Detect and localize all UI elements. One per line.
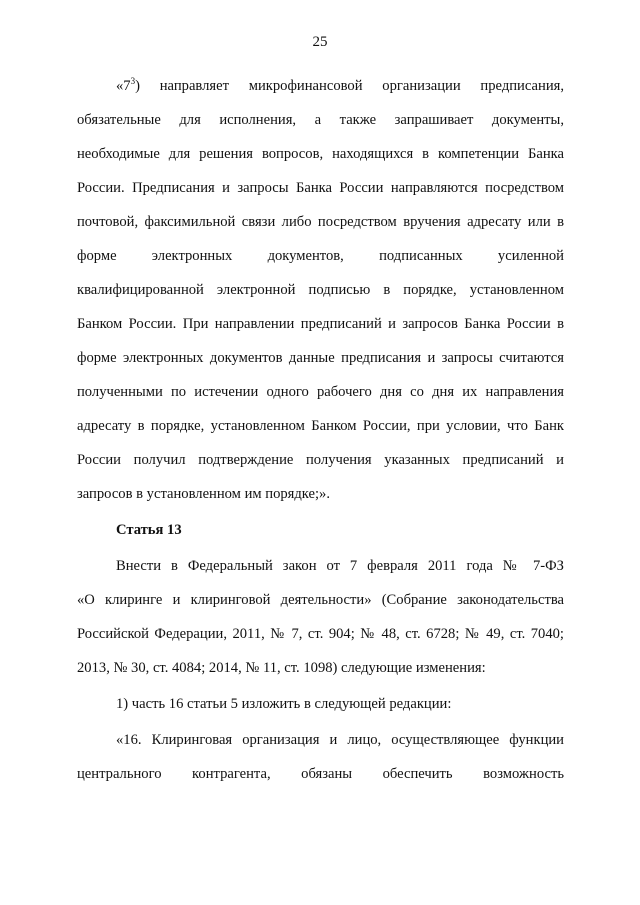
paragraph-line: форме электронных документов, подписанных усиленной xyxy=(77,248,564,264)
paragraph-line: полученными по истечении одного рабочего дня со дня их направления xyxy=(77,384,564,400)
part-16-line: «16. Клиринговая организация и лицо, осуществляющее функции xyxy=(116,732,564,748)
open-quote: «7 xyxy=(116,78,131,94)
amendment-item: 1) часть 16 статьи 5 изложить в следующей редакции: xyxy=(116,696,452,712)
paragraph-line: квалифицированной электронной подписью в порядке, установленном xyxy=(77,282,564,298)
paragraph-line: необходимые для решения вопросов, находящихся в компетенции Банка xyxy=(77,146,564,162)
paragraph-line: форме электронных документов данные предписания и запросы считаются xyxy=(77,350,564,366)
paragraph-line: адресату в порядке, установленном Банком России, при условии, что Банк xyxy=(77,418,564,434)
article-line: «О клиринге и клиринговой деятельности» (Собрание законодательства xyxy=(77,592,564,608)
superscript-number: 3 xyxy=(130,76,136,86)
part-16-line: центрального контрагента, обязаны обеспечить возможность xyxy=(77,766,564,782)
article-line: Внести в Федеральный закон от 7 февраля 2011 года № 7-ФЗ xyxy=(116,558,564,574)
paragraph-line: запросов в установленном им порядке;». xyxy=(77,486,331,502)
paragraph-line: России получил подтверждение получения указанных предписаний и xyxy=(77,452,564,468)
paragraph-line: обязательные для исполнения, а также запрашивает документы, xyxy=(77,112,564,128)
paragraph-line: почтовой, факсимильной связи либо посредством вручения адресату или в xyxy=(77,214,564,230)
page-number: 25 xyxy=(312,34,328,50)
paragraph-line xyxy=(116,77,564,95)
paragraph-line: России. Предписания и запросы Банка России направляются посредством xyxy=(77,180,564,196)
article-line: Российской Федерации, 2011, № 7, ст. 904; № 48, ст. 6728; № 49, ст. 7040; xyxy=(77,626,564,642)
article-line: 2013, № 30, ст. 4084; 2014, № 11, ст. 1098) следующие изменения: xyxy=(77,660,486,676)
first-line-text: ) направляет микрофинансовой организации предписания, xyxy=(135,78,564,94)
paragraph-line: Банком России. При направлении предписаний и запросов Банка России в xyxy=(77,316,564,332)
article-heading: Статья 13 xyxy=(116,522,182,538)
